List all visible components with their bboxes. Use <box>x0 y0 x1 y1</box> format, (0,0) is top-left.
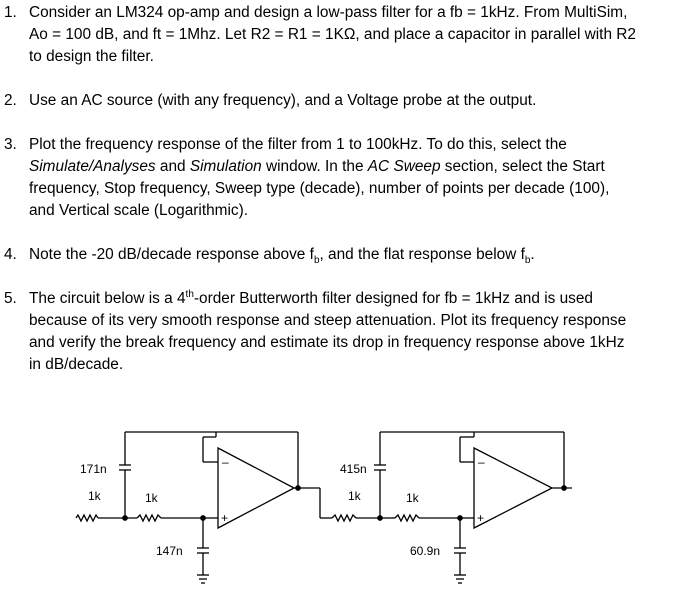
resistor-r3 <box>332 515 356 521</box>
subscript: b <box>313 255 320 267</box>
item-number: 2. <box>4 92 17 109</box>
c1-label: 171n <box>80 462 107 476</box>
r2-label: 1k <box>145 491 158 505</box>
opamp1-minus: – <box>222 455 229 469</box>
output-node <box>562 486 566 490</box>
item-number: 4. <box>4 246 17 263</box>
item-line: Use an AC source (with any frequency), and a Voltage probe at the output. <box>29 92 537 109</box>
item-line: Ao = 100 dB, and ft = 1Mhz. Let R2 = R1 = 1KΩ, and place a capacitor in parallel with R2 <box>29 26 636 43</box>
text-fragment: The circuit below is a 4 <box>29 290 186 307</box>
op-amp-2 <box>474 448 552 528</box>
c3-label: 415n <box>340 462 367 476</box>
item-line: and Vertical scale (Logarithmic). <box>29 202 248 219</box>
opamp2-minus: – <box>478 455 485 469</box>
item-line: because of its very smooth response and steep attenuation. Plot its frequency response <box>29 312 627 329</box>
menu-path-text: Simulate/Analyses <box>29 158 156 175</box>
resistor-r2 <box>137 515 161 521</box>
item-line: frequency, Stop frequency, Sweep type (decade), number of points per decade (100), <box>29 180 610 197</box>
subscript: b <box>524 255 531 267</box>
text-fragment: -order Butterworth filter designed for fb = 1kHz and is used <box>193 290 593 307</box>
text-fragment: window. In the <box>261 158 368 175</box>
r3-label: 1k <box>348 489 361 503</box>
resistor-r1 <box>76 515 98 521</box>
text-fragment: Note the -20 dB/decade response above f <box>29 246 314 263</box>
item-line: in dB/decade. <box>29 356 124 373</box>
opamp1-plus: + <box>221 511 229 525</box>
c4-label: 60.9n <box>410 544 441 558</box>
window-name-text: Simulation <box>189 158 262 175</box>
item-line: Plot the frequency response of the filter from 1 to 100kHz. To do this, select the <box>29 136 567 153</box>
c2-label: 147n <box>156 544 183 558</box>
item-number: 5. <box>4 290 17 307</box>
text-fragment: and <box>155 158 190 175</box>
r4-label: 1k <box>406 491 419 505</box>
text-fragment: , and the flat response below f <box>319 246 525 263</box>
superscript: th <box>185 288 194 300</box>
junction-dot <box>296 486 300 490</box>
op-amp-1 <box>218 448 294 528</box>
opamp2-plus: + <box>477 511 485 525</box>
item-line: to design the filter. <box>29 48 154 65</box>
r1-label: 1k <box>88 489 101 503</box>
resistor-r4 <box>395 515 419 521</box>
text-fragment: . <box>530 246 535 263</box>
item-number: 1. <box>4 4 17 21</box>
section-name-text: AC Sweep <box>367 158 441 175</box>
item-line: and verify the break frequency and estimate its drop in frequency response above 1kHz <box>29 334 625 351</box>
item-line: Consider an LM324 op-amp and design a low-pass filter for a fb = 1kHz. From MultiSim, <box>29 4 628 21</box>
item-number: 3. <box>4 136 17 153</box>
text-fragment: section, select the Start <box>440 158 605 175</box>
